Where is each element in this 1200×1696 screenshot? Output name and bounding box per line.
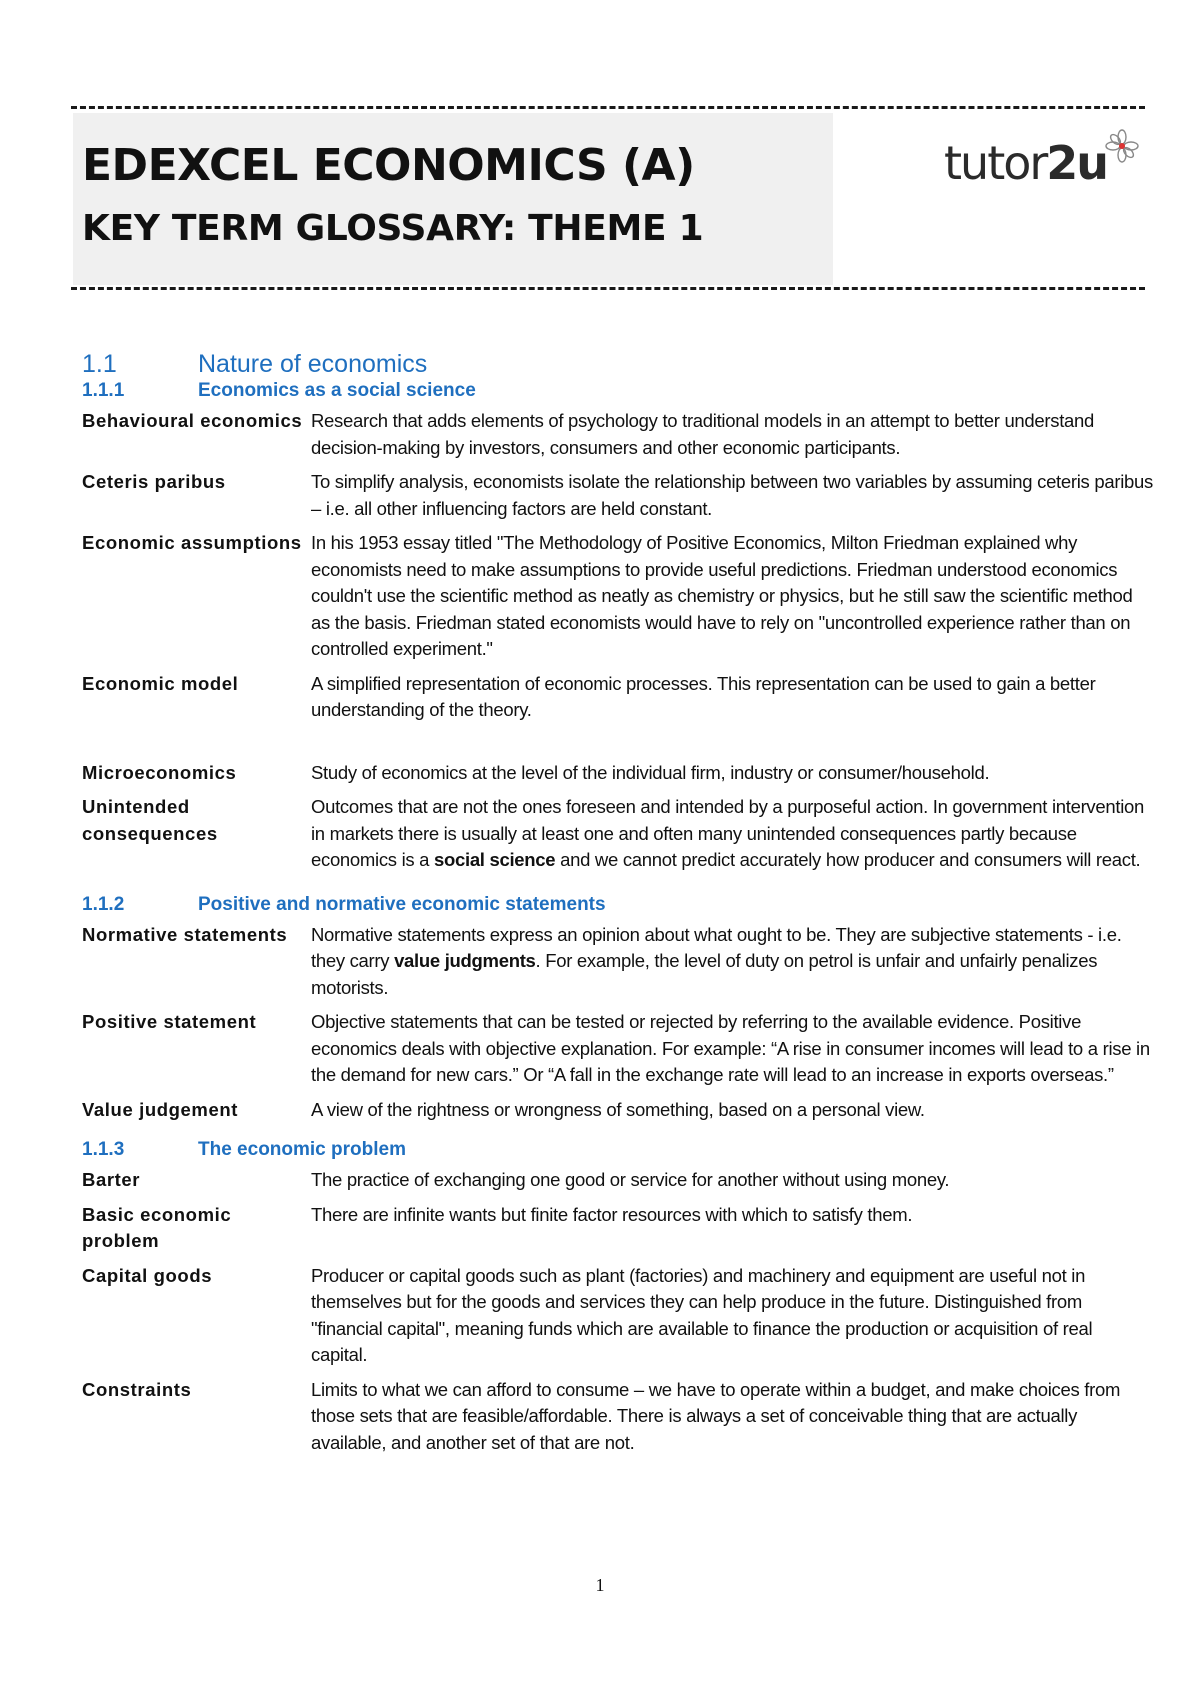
page-number: 1 (595, 1575, 605, 1595)
tutor2u-logo (944, 128, 1144, 198)
subsection-heading (82, 1139, 1152, 1167)
glossary-row (82, 408, 1152, 461)
header-top-rule (71, 106, 1145, 109)
glossary-term: Capital goods (82, 1264, 213, 1286)
subsection-number: 1.1.3 (82, 1139, 125, 1160)
glossary-term: Value judgement (82, 1098, 239, 1120)
glossary-row (82, 469, 1152, 522)
glossary-row (82, 794, 1152, 874)
bold-term: value judgments (394, 950, 536, 971)
subsection-title: Economics as a social science (198, 380, 476, 401)
glossary-row (82, 760, 1152, 787)
glossary-row (82, 1167, 1152, 1194)
glossary-row (82, 1377, 1152, 1457)
glossary-term: Behavioural economics (82, 410, 303, 431)
glossary-definition: Study of economics at the level of the individual firm, industry or consumer/household. (311, 761, 990, 783)
section-title: Nature of economics (198, 350, 428, 378)
glossary-term: Economic model (82, 672, 239, 694)
glossary-term: Positive statement (82, 1011, 257, 1032)
glossary-definition: The practice of exchanging one good or service for another without using money. (311, 1169, 950, 1190)
glossary-row (82, 530, 1152, 663)
glossary-term: Microeconomics (82, 761, 237, 783)
glossary-definition: Producer or capital goods such as plant (factories) and machinery and equipment are useful not in themselves but for the goods and services they can help produce in the future. Distinguished from "financial capital", meaning funds which are available to finance the production or acquisition of real capital. (311, 1264, 1093, 1365)
subsection-number: 1.1.2 (82, 893, 125, 915)
glossary-term: Ceteris paribus (82, 471, 226, 492)
glossary-term: Constraints (82, 1378, 192, 1400)
subsection-heading (82, 894, 1152, 922)
glossary-row (82, 1009, 1152, 1089)
glossary-row (82, 1097, 1152, 1124)
flower-icon (1104, 128, 1140, 164)
glossary-term: Barter (82, 1169, 141, 1190)
glossary-definition: Normative statements express an opinion about what ought to be. They are subjective statements - i.e. they carry value judgments. For example, the level of duty on petrol is unfair and unfairly penalizes motorists. (311, 923, 1122, 998)
glossary-definition: To simplify analysis, economists isolate the relationship between two variables by assuming ceteris paribus – i.e. all other influencing factors are held constant. (311, 471, 1153, 519)
subsection-title: The economic problem (198, 1139, 406, 1160)
section-heading (82, 350, 1152, 380)
glossary-definition: In his 1953 essay titled "The Methodology of Positive Economics, Milton Friedman explained why economists need to make assumptions to provide useful predictions. Friedman understood economics couldn't use the scientific method as neatly as chemistry or physics, but he still saw the scientific method as the basis. Friedman stated economists would have to rely on "uncontrolled experience rather than on controlled experiment." (311, 532, 1133, 659)
glossary-row (82, 1263, 1152, 1369)
glossary-definition: A simplified representation of economic processes. This representation can be used to gain a better understanding of the theory. (311, 672, 1096, 720)
logo-wordmark: tutor2u (944, 136, 1108, 190)
glossary-definition: Research that adds elements of psychology to traditional models in an attempt to better understand decision-making by investors, consumers and other economic participants. (311, 410, 1095, 458)
header-box (73, 113, 833, 285)
document-title: EDEXCEL ECONOMICS (A) (82, 140, 695, 191)
header-bottom-rule (71, 287, 1145, 290)
glossary-term: Normative statements (82, 923, 288, 945)
glossary-content (82, 350, 1152, 1464)
glossary-term: Basic economic problem (82, 1203, 232, 1251)
glossary-definition: There are infinite wants but finite factor resources with which to satisfy them. (311, 1203, 913, 1225)
subsection-title: Positive and normative economic statements (198, 893, 606, 915)
glossary-definition: Outcomes that are not the ones foreseen and intended by a purposeful action. In government intervention in markets there is usually at least one and often many unintended consequences partly because economics is a social science and we cannot predict accurately how producer and consumers will react. (311, 796, 1144, 870)
glossary-definition: Objective statements that can be tested or rejected by referring to the available evidence. Positive economics deals with objective explanation. For example: “A rise in consumer incomes will lead to a rise in the demand for new cars.” Or “A fall in the exchange rate will lead to an increase in exports overseas.” (311, 1011, 1150, 1085)
glossary-term: Unintended consequences (82, 796, 218, 844)
glossary-row (82, 671, 1152, 724)
subsection-heading (82, 380, 1152, 408)
bold-term: social science (434, 849, 556, 870)
subsection-number: 1.1.1 (82, 380, 125, 401)
glossary-row (82, 1202, 1152, 1255)
document-subtitle: KEY TERM GLOSSARY: THEME 1 (82, 208, 704, 249)
glossary-row (82, 922, 1152, 1002)
glossary-term: Economic assumptions (82, 532, 302, 553)
glossary-definition: Limits to what we can afford to consume – we have to operate within a budget, and make choices from those sets that are feasible/affordable. There is always a set of conceivable thing that are actually available, and another set of that are not. (311, 1378, 1121, 1453)
glossary-definition: A view of the rightness or wrongness of something, based on a personal view. (311, 1098, 925, 1120)
section-number: 1.1 (82, 350, 117, 378)
